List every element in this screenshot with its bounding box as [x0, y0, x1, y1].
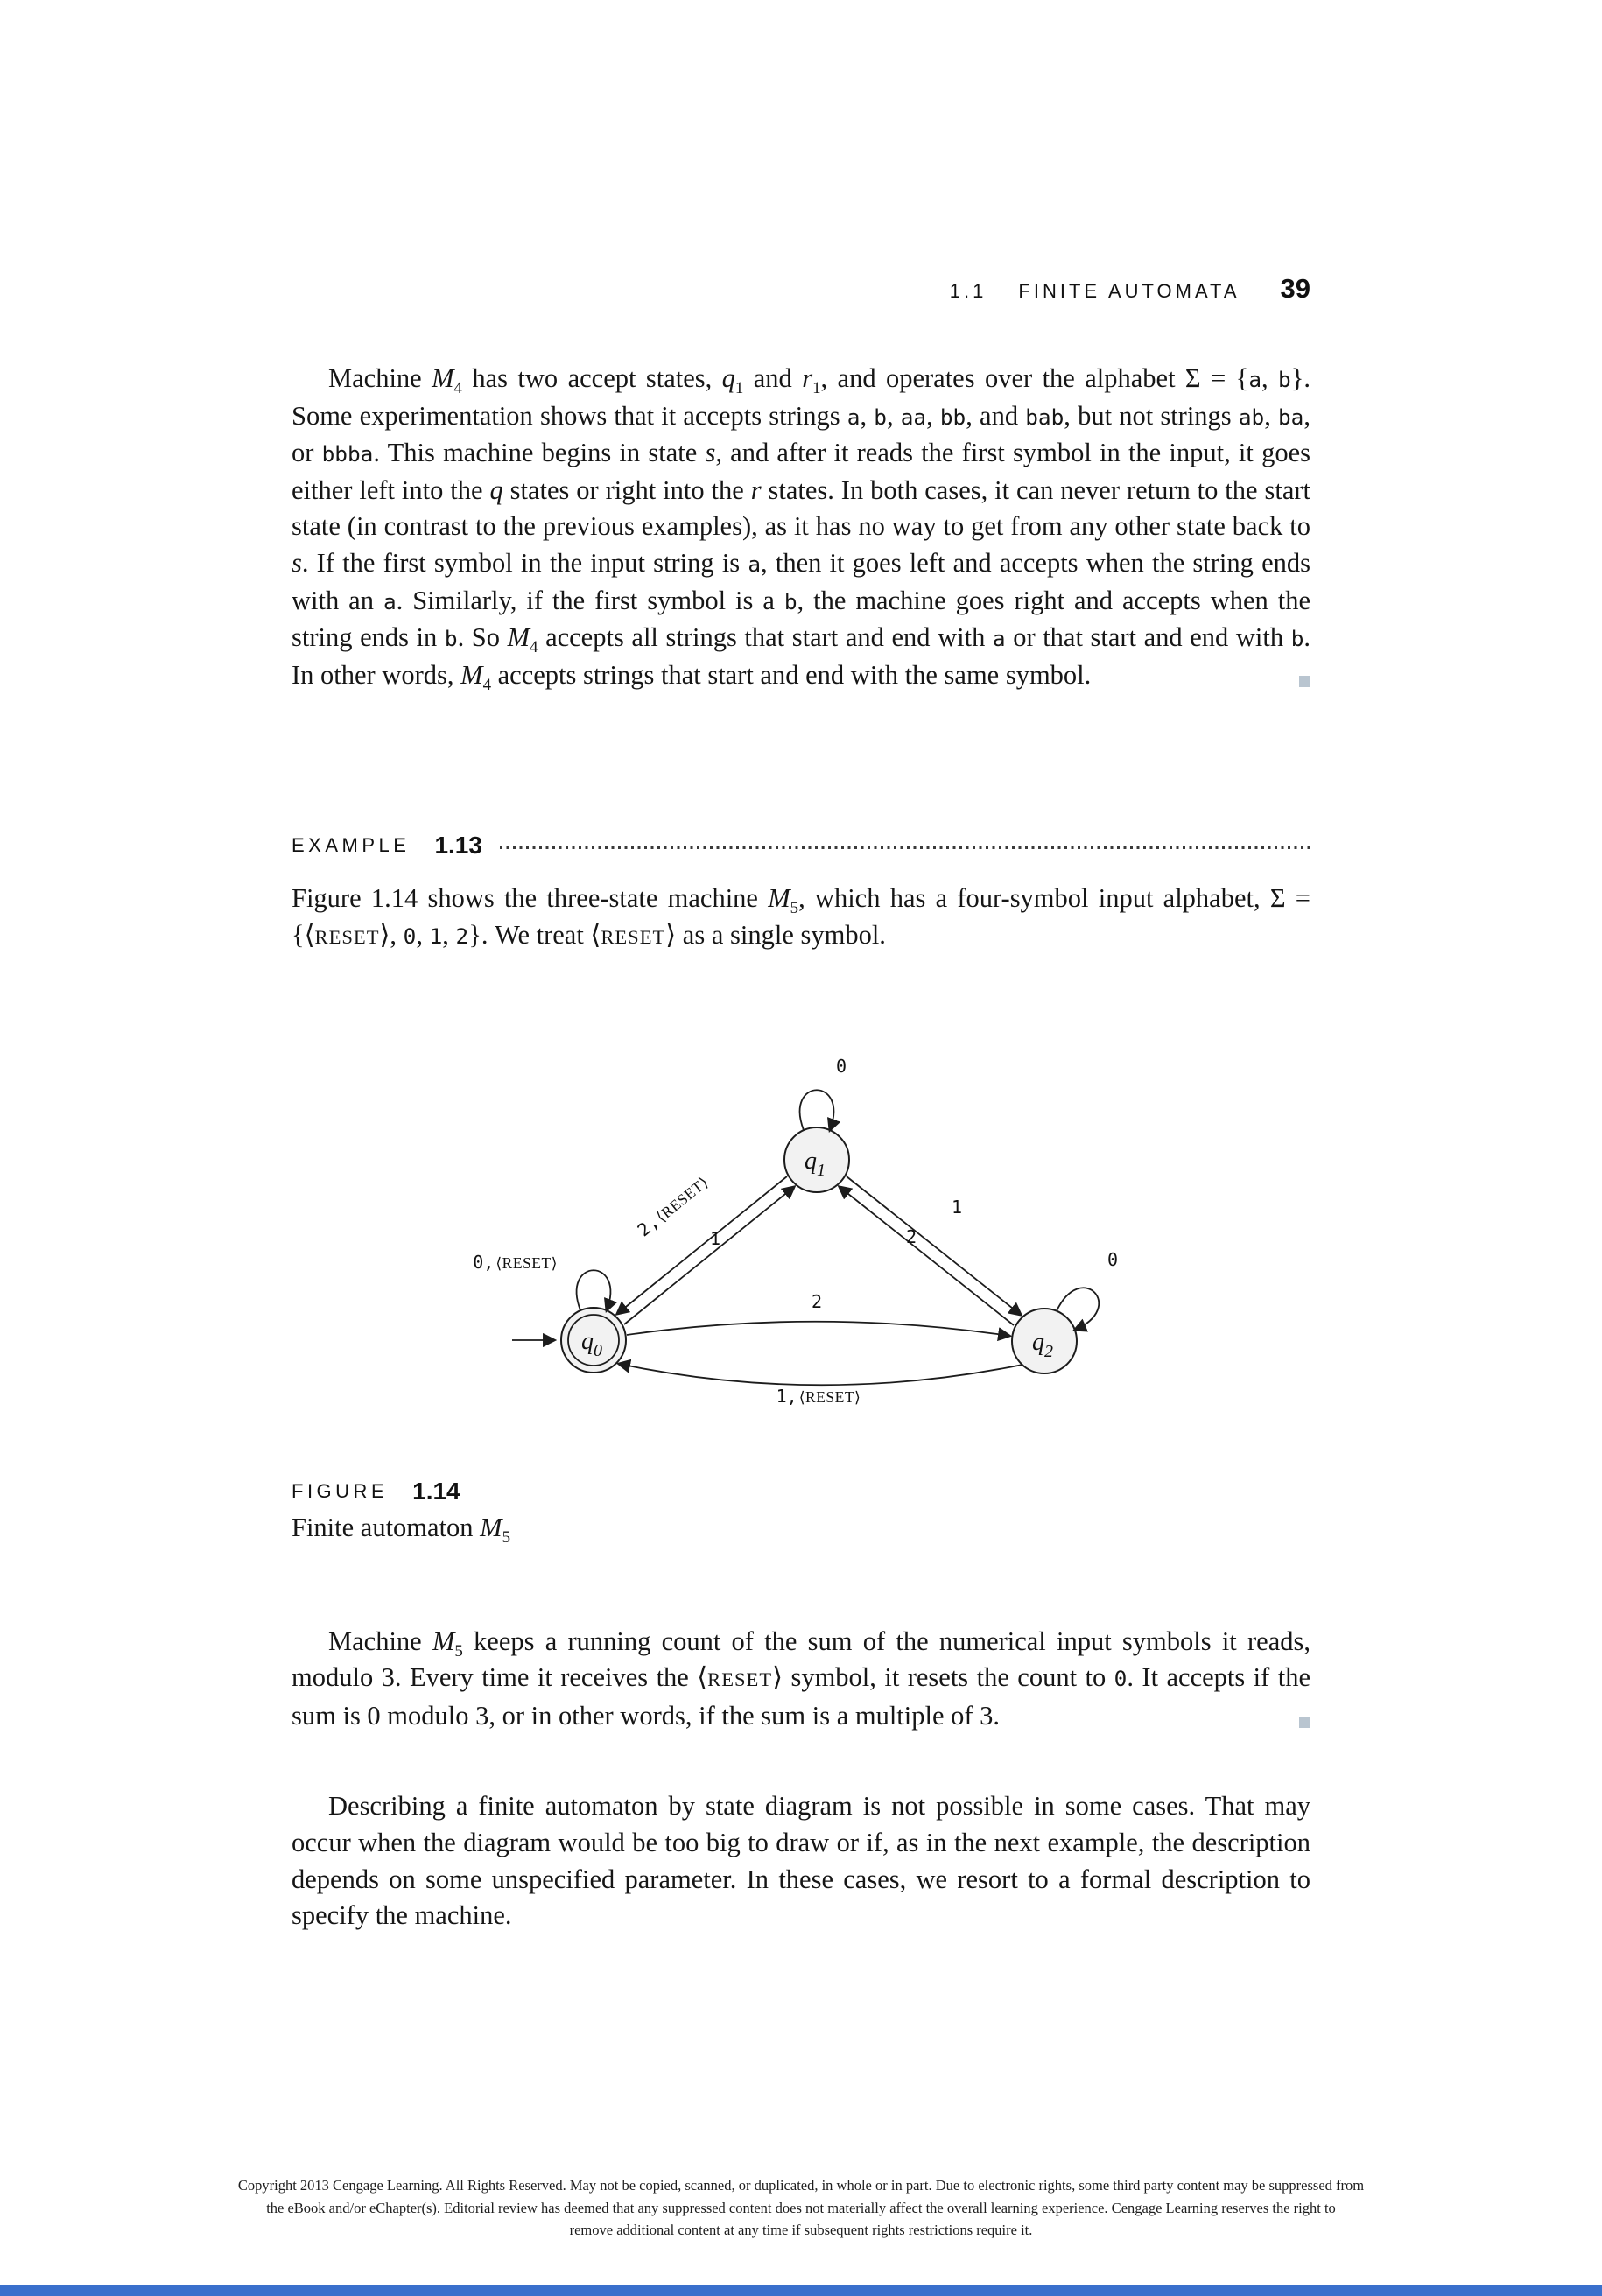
- state-q2-circle: [1012, 1309, 1077, 1373]
- self-loop-q1: [800, 1090, 834, 1130]
- example-label: EXAMPLE: [292, 834, 411, 857]
- running-header: [292, 273, 1310, 305]
- figure-number: 1.14: [412, 1477, 460, 1505]
- transition-q0-to-q2: [627, 1321, 1009, 1335]
- paragraph-example-intro: Figure 1.14 shows the three-state machine $M_5$, which has a four-symbol input alphabet, Σ = {⟨RESET⟩, 0, 1, 2}. We treat ⟨RESET⟩ as a single symbol.: [292, 883, 1310, 950]
- transition-q1-to-q0: [617, 1176, 787, 1314]
- paragraph-machine-m4-text: Machine $M_4$ has two accept states, $q_1$ and $r_1$, and operates over the alphabet Σ = {a, b}. Some experimentation shows that it accepts strings a, b, aa, bb, and bab, but not strings ab, ba, or bbba. This machine begins in state s, and after it reads the first symbol in the input, it goes either left into the q states or right into the r states. In both cases, it can never return to the start state (in contrast to the previous examples), as it has no way to get from any other state back to s. If the first symbol in the input string is a, then it goes left and accepts when the string ends with an a. Similarly, if the first symbol is a b, the machine goes right and accepts when the string ends in b. So $M_4$ accepts all strings that start and end with a or that start and end with b. In other words, $M_4$ accepts strings that start and end with the same symbol.: [292, 363, 1311, 694]
- copyright-line: Copyright 2013 Cengage Learning. All Rights Reserved. May not be copied, scanned, or duplicated, in whole or in part. Due to electronic rights, some third party content may be suppressed from: [237, 2177, 1365, 2194]
- label-q2-to-q0: 1, ⟨RESET⟩: [776, 1385, 861, 1407]
- label-q0-to-q1: 1: [709, 1227, 721, 1249]
- end-of-example-square: [1299, 1717, 1310, 1728]
- copyright-line: remove additional content at any time if subsequent rights restrictions require it.: [569, 2222, 1033, 2239]
- transition-q2-to-q0: [619, 1364, 1022, 1385]
- example-heading: [292, 832, 1310, 860]
- transition-q0-to-q1: [624, 1187, 794, 1324]
- paragraph-closing: Describing a finite automaton by state diagram is not possible in some cases. That may occur when the diagram would be too big to draw or if, as in the next example, the description depends on some unspecified parameter. In these cases, we resort to a formal description to specify the machine.: [292, 1791, 1310, 1931]
- state-q1-label: $q_1$: [805, 1147, 826, 1180]
- end-of-example-square: [1299, 676, 1310, 687]
- dotted-leader: [500, 846, 1310, 850]
- text-column: [292, 0, 1310, 1934]
- state-q1-circle: [784, 1127, 849, 1192]
- page-number: 39: [1280, 273, 1310, 304]
- example-number: 1.13: [434, 832, 482, 860]
- label-q1-to-q2: 1: [951, 1196, 963, 1218]
- label-q2-to-q1: 2: [905, 1225, 917, 1247]
- label-q1-to-q0: 2,⟨RESET⟩: [633, 1172, 713, 1240]
- running-header-title: FINITE AUTOMATA: [1018, 280, 1240, 302]
- state-diagram-m5: [292, 1049, 1310, 1434]
- state-q0-label: $q_0$: [581, 1327, 602, 1360]
- figure-heading: [292, 1478, 1310, 1506]
- bottom-blue-bar: [0, 2285, 1602, 2296]
- label-q0-to-q2: 2: [811, 1290, 823, 1312]
- copyright-line: the eBook and/or eChapter(s). Editorial review has deemed that any suppressed content does not materially affect the overall learning experience. Cengage Learning reserves the right to: [266, 2199, 1336, 2216]
- copyright-footer: [92, 2174, 1510, 2242]
- figure-label: FIGURE: [292, 1479, 389, 1502]
- self-loop-q0: [577, 1270, 611, 1310]
- label-self-loop-q2: 0: [1107, 1248, 1119, 1270]
- figure-caption: Finite automaton $M_5$: [292, 1512, 511, 1547]
- paragraph-machine-m5-text: Machine $M_5$ keeps a running count of the sum of the numerical input symbols it reads, modulo 3. Every time it receives the ⟨RESET⟩ symbol, it resets the count to 0. It accepts if the sum is 0 modulo 3, or in other words, if the sum is a multiple of 3.: [292, 1625, 1310, 1731]
- label-self-loop-q0: 0, ⟨RESET⟩: [473, 1251, 558, 1273]
- transition-q1-to-q2: [847, 1176, 1021, 1315]
- transition-q2-to-q1: [840, 1187, 1014, 1325]
- figure-1-14: [292, 1049, 1310, 1434]
- state-q2-label: $q_2$: [1032, 1328, 1053, 1361]
- state-q0-circle: [561, 1308, 626, 1373]
- paragraph-machine-m5: [292, 1624, 1310, 1735]
- label-self-loop-q1: 0: [835, 1055, 847, 1077]
- section-number: 1.1: [949, 280, 987, 302]
- paragraph-machine-m4: [292, 361, 1310, 693]
